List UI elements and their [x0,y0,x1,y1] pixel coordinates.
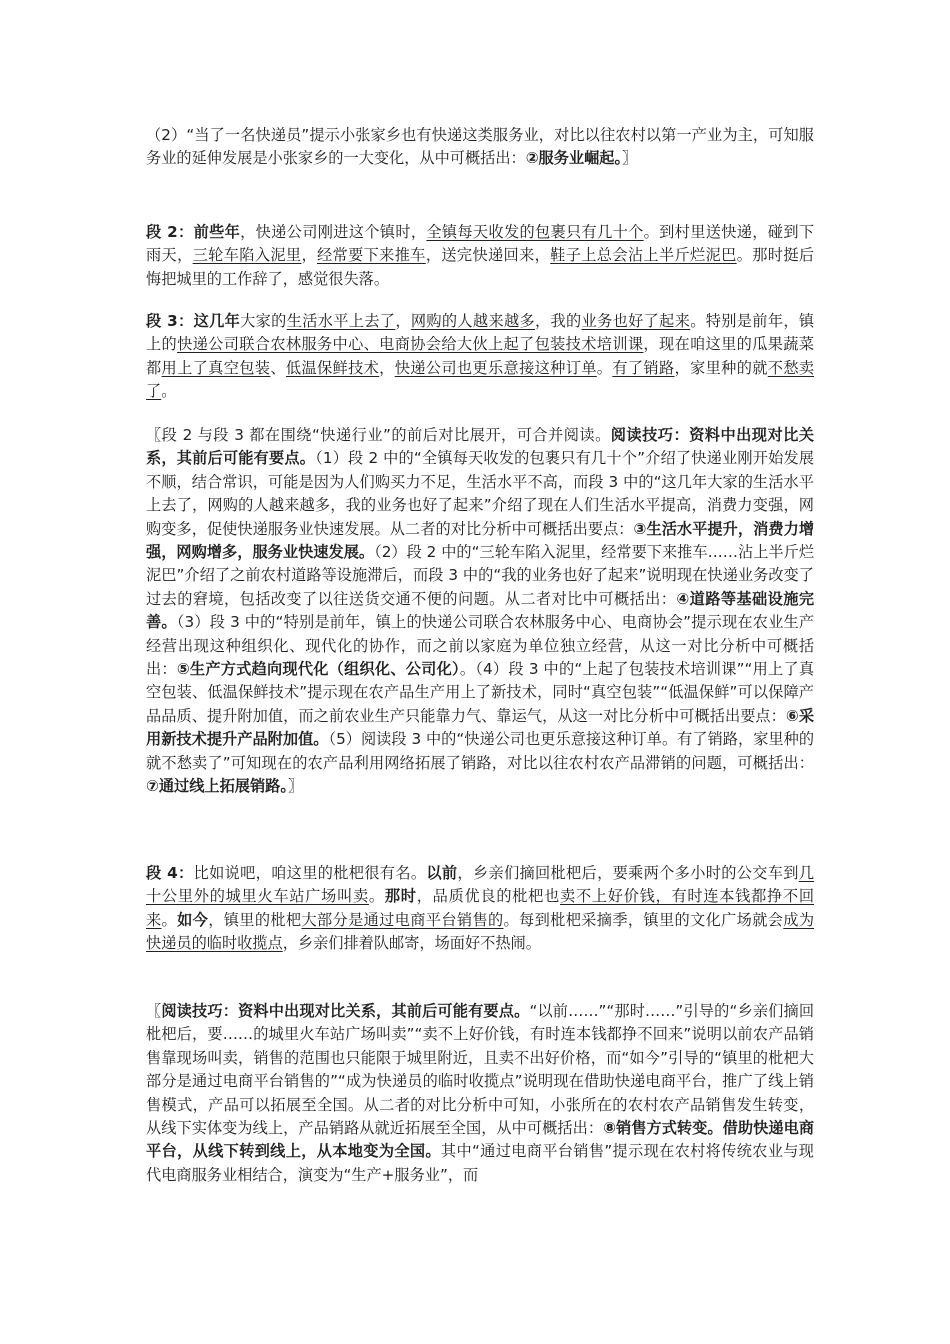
bold-key-point: 段 3： [146,312,194,330]
text-run: 〗 [622,149,638,168]
text-run: ，现在咱这里的瓜果蔬菜都 [146,335,815,377]
paragraph-2 [146,221,814,291]
bold-key-point: ⑤生产方式趋向现代化（组织化、公司化） [176,660,460,679]
underlined-phrase: 上起了包装技术培训课 [487,335,644,354]
text-run: （5）阅读段 3 中的“快递公司也更乐意接这种订单。有了销路，家里种的就不愁卖了”可知现在的农产品利用网络拓展了销路，对比以往农村农产品滞销的问题，可概括出： [146,730,815,772]
bold-key-point: ⑦通过线上拓展销路。 [146,777,288,796]
bold-key-point: 阅读技巧：资料中出现对比关系，其前后可能有要点。 [161,1002,530,1020]
text-run: （2）“当了一名快递员”提示小张家乡也有快递这类服务业，对比以往农村以第一产业为主，可知服务业的延伸发展是小张家乡的一大变化，从中可概括出： [146,126,814,168]
text-run: 。 [368,887,385,906]
text-run: 。到村里送快递，碰到下雨天， [146,223,815,265]
text-run: 比如说吧，咱这里的枇杷很有名。 [193,864,427,882]
analysis-paragraphs-2-3 [146,424,814,799]
text-run: 。特别是前年，镇上的 [146,312,815,354]
underlined-phrase: 网购的人越来越多 [410,312,536,330]
bold-key-point: 那时 [384,887,417,906]
text-run: 〖 [146,1002,162,1020]
text-run: （2）段 2 中的“三轮车陷入泥里，经常要下来推车……沾上半斤烂泥巴”介绍了之前农村道路等设施滞后，而段 3 中的“我的业务也好了起来”说明现在快递业务改变了过去的窘境，包括改变了以往送货交通不便的问题。从二者对比中可概括出： [146,543,815,608]
paragraph-4 [146,862,814,956]
text-run: 其中“通过电商平台销售”提示现在农村将传统农业与现代电商服务业相结合，演变为“生产+服务业”，而 [146,1142,814,1184]
underlined-phrase: 业务也好了起来 [581,312,691,330]
bold-key-point: ③生活水平提升，消费力增强，网购增多，服务业快速发展。 [146,519,815,562]
text-run: （1）段 2 中的“全镇每天收发的包裹只有几十个”介绍了快递业刚开始发展不顺，结合常识，可能是因为人们购买力不足，生活水平不高，而段 3 中的“这几年大家的生活水平上去了，网购的人越来越多，我的业务也好了起来”介绍了现在人们生活水平提高，消费力变强，网购变多，促使快递服务业快速发展。从二者的对比分析中可概括出要点： [146,449,815,538]
text-run: ，品质优良的枇杷也 [416,887,561,906]
underlined-phrase: 不愁卖了 [146,358,815,401]
underlined-phrase: 快递公司联合农林服务中心、电商协会给大伙 [177,335,488,354]
underlined-phrase: 三轮车陷入泥里 [192,246,302,265]
underlined-phrase: 生活水平上去了 [286,312,396,330]
text-run: （3）段 3 中的“特别是前年，镇上的快递公司联合农林服务中心、电商协会”提示现在农业生产经营出现这种组织化、现代化的协作，而之前以家庭为单位独立经营，从这一对比分析中可概括出： [146,613,815,679]
analysis-intro [146,124,814,171]
bold-key-point: 前些年 [193,223,241,241]
text-run: ， [395,312,411,330]
text-run: 。每到枇杷采摘季，镇里的文化广场就会 [503,910,784,929]
text-run: 。（4）段 3 中的“上起了包装技术培训课”“用上了真空包装、低温保鲜技术”提示现在农产品生产用上了新技术，同时“真空包装”“低温保鲜”可以保障产品品质、提升附加值，而之前农业生产只能靠力气、靠运气，从这一对比分析中可概括出要点： [146,660,815,725]
bold-key-point: 段 2： [146,223,194,241]
bold-key-point: 如今 [177,910,209,929]
underlined-phrase: 鞋子上总会沾上半斤烂泥巴 [550,246,737,265]
text-run: ， [301,246,317,265]
underlined-phrase: 大部分是通过电商平台销售的 [301,910,504,929]
text-run: ， [379,358,395,377]
underlined-phrase: 快递公司也更乐意接这种订单 [394,358,597,377]
bold-key-point: 段 4： [146,864,194,882]
analysis-paragraph-4 [146,1000,814,1187]
underlined-phrase: 低温保鲜技术 [285,358,380,377]
text-run: ，快递公司刚进这个镇时， [240,223,427,241]
bold-key-point: ⑧销售方式转变。借助快递电商平台，从线下转到线上，从本地变为全国。 [146,1119,815,1161]
text-run: “以前……”“那时……”引导的“乡亲们摘回枇杷后，要……的城里火车站广场叫卖”“卖不上好价钱，有时连本钱都挣不回来”说明以前农产品销售靠现场叫卖，销售的范围也只能限于城里附近，且卖不出好价格，而“如今”引导的“镇里的枇杷大部分是通过电商平台销售的”“成为快递员的临时收揽点”说明现在借助快递电商平台，推广了线上销售模式，产品可以拓展至全国。从二者的对比分析中可知，小张所在的农村农产品销售发生转变，从线下实体变为线上，产品销路从就近拓展至全国，从中可概括出： [146,1002,815,1138]
bold-key-point: 这几年 [193,312,241,330]
bold-key-point: ④道路等基础设施完善。 [146,589,815,632]
text-run: 。 [161,382,177,401]
text-run: 。 [596,358,613,377]
bold-key-point: 阅读技巧：资料中出现对比关系，其前后可能有要点。 [146,426,814,468]
paragraph-3 [146,310,814,404]
text-run: ，我的 [535,312,582,330]
text-run: 〖段 2 与段 3 都在围绕“快递行业”的前后对比展开，可合并阅读。 [146,426,611,444]
underlined-phrase: 卖不上好价钱，有时连本钱都挣不回来 [146,887,815,929]
bold-key-point: ⑥采用新技术提升产品附加值。 [146,706,815,749]
underlined-phrase: 全镇每天收发的包裹只有几十个 [426,223,644,241]
text-run: 。那时挺后悔把城里的工作辞了，感觉很失落。 [146,246,815,288]
underlined-phrase: 经常要下来推车 [317,246,426,265]
text-run: 、 [270,358,286,377]
underlined-phrase: 成为快递员的临时收揽点 [146,910,815,953]
text-run: ，送完快递回来， [425,246,551,265]
text-run: 大家的 [240,312,287,330]
bold-key-point: 以前 [426,864,458,882]
text-run: 〗 [287,777,304,796]
underlined-phrase: 用上了真空包装 [161,358,271,377]
text-run: ，乡亲们排着队邮寄，场面好不热闹。 [282,934,541,953]
underlined-phrase: 几十公里外的城里火车站广场叫卖 [146,864,815,906]
text-run: ，家里种的就 [674,358,768,377]
text-run: 。 [161,910,178,929]
text-run: ，乡亲们摘回枇杷后，要乘两个多小时的公交车到 [457,864,799,882]
bold-key-point: ②服务业崛起。 [525,149,623,168]
text-run: ，镇里的枇杷 [208,910,302,929]
underlined-phrase: 有了销路 [612,358,675,377]
